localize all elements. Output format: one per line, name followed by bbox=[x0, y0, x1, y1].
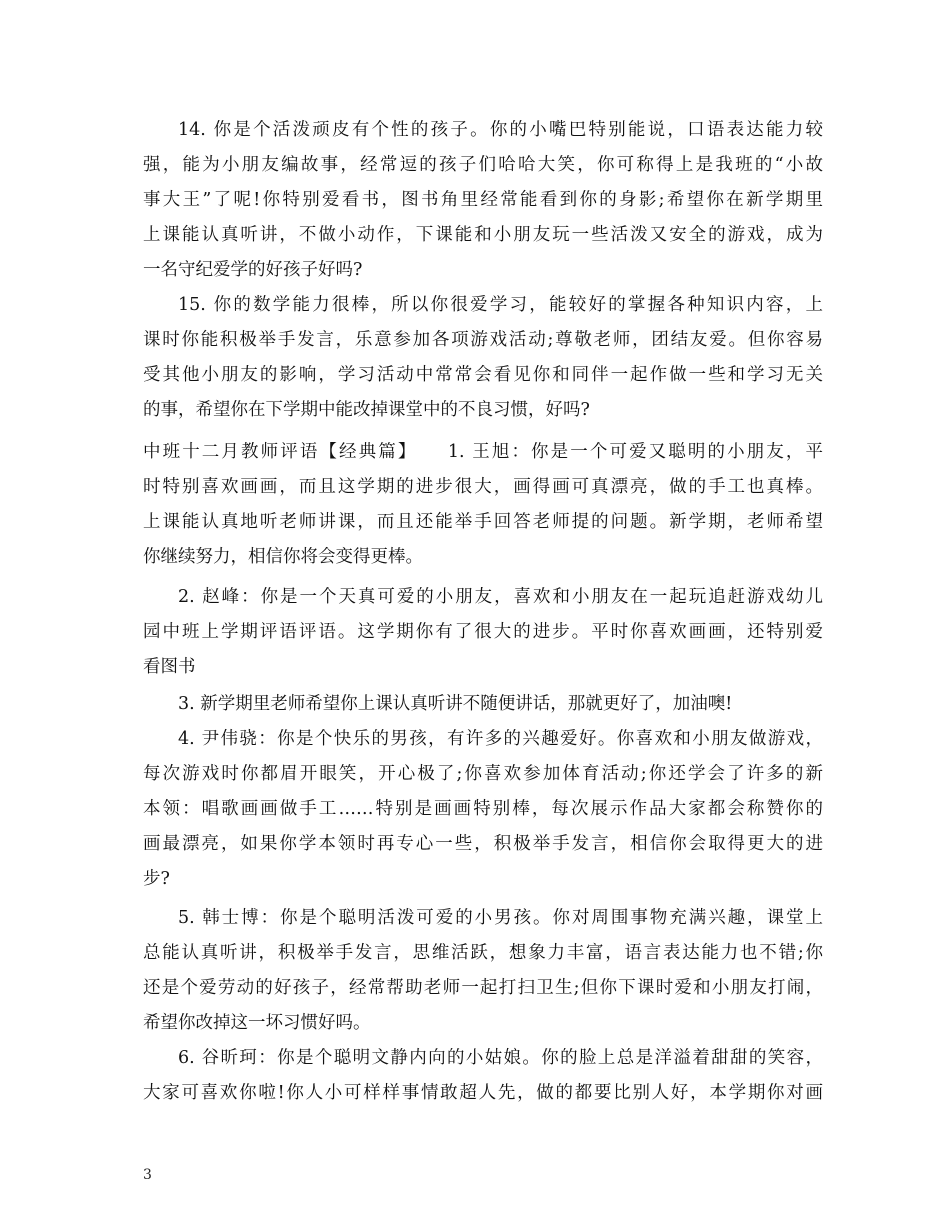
section-heading-line: 中班十二月教师评语【经典篇】 1. 王旭：你是一个可爱又聪明的小朋友，平 bbox=[143, 442, 823, 462]
paragraph-14-line-2: 强，能为小朋友编故事，经常逗的孩子们哈哈大笑，你可称得上是我班的“小故 bbox=[143, 155, 823, 175]
paragraph-14-line-1: 14. 你是个活泼顽皮有个性的孩子。你的小嘴巴特别能说，口语表达能力较 bbox=[178, 120, 823, 140]
paragraph-15-line-1: 15. 你的数学能力很棒，所以你很爱学习，能较好的掌握各种知识内容，上 bbox=[178, 295, 823, 315]
paragraph-1-line-4: 你继续努力，相信你将会变得更棒。 bbox=[143, 547, 423, 567]
paragraph-4-line-1: 4. 尹伟骁：你是个快乐的男孩，有许多的兴趣爱好。你喜欢和小朋友做游戏， bbox=[178, 729, 823, 749]
paragraph-2-line-1: 2. 赵峰：你是一个天真可爱的小朋友，喜欢和小朋友在一起玩追赶游戏幼儿 bbox=[178, 587, 823, 607]
page-number: 3 bbox=[143, 1167, 152, 1183]
paragraph-2-line-3: 看图书 bbox=[143, 657, 196, 677]
paragraph-14-line-3: 事大王”了呢!你特别爱看书，图书角里经常能看到你的身影;希望你在新学期里 bbox=[143, 190, 823, 210]
paragraph-4-line-2: 每次游戏时你都眉开眼笑，开心极了;你喜欢参加体育活动;你还学会了许多的新 bbox=[143, 764, 823, 784]
paragraph-15-line-2: 课时你能积极举手发言，乐意参加各项游戏活动;尊敬老师，团结友爱。但你容易 bbox=[143, 330, 823, 350]
paragraph-5-line-1: 5. 韩士博：你是个聪明活泼可爱的小男孩。你对周围事物充满兴趣，课堂上 bbox=[178, 908, 823, 928]
paragraph-5-line-3: 还是个爱劳动的好孩子，经常帮助老师一起打扫卫生;但你下课时爱和小朋友打闹， bbox=[143, 978, 823, 998]
paragraph-3-line-1: 3. 新学期里老师希望你上课认真听讲不随便讲话，那就更好了，加油噢! bbox=[178, 694, 733, 714]
paragraph-6-line-2: 大家可喜欢你啦!你人小可样样事情敢超人先，做的都要比别人好，本学期你对画 bbox=[143, 1083, 823, 1103]
paragraph-4-line-4: 画最漂亮，如果你学本领时再专心一些，积极举手发言，相信你会取得更大的进 bbox=[143, 834, 823, 854]
paragraph-1-line-2: 时特别喜欢画画，而且这学期的进步很大，画得画可真漂亮，做的手工也真棒。 bbox=[143, 477, 823, 497]
paragraph-2-line-2: 园中班上学期评语评语。这学期你有了很大的进步。平时你喜欢画画，还特别爱 bbox=[143, 622, 823, 642]
paragraph-4-line-3: 本领：唱歌画画做手工……特别是画画特别棒，每次展示作品大家都会称赞你的 bbox=[143, 799, 823, 819]
paragraph-14-line-5: 一名守纪爱学的好孩子好吗? bbox=[143, 260, 363, 280]
paragraph-14-line-4: 上课能认真听讲，不做小动作，下课能和小朋友玩一些活泼又安全的游戏，成为 bbox=[143, 225, 823, 245]
paragraph-15-line-4: 的事，希望你在下学期中能改掉课堂中的不良习惯，好吗? bbox=[143, 400, 590, 420]
paragraph-4-line-5: 步? bbox=[143, 869, 170, 889]
paragraph-5-line-4: 希望你改掉这一坏习惯好吗。 bbox=[143, 1013, 371, 1033]
paragraph-15-line-3: 受其他小朋友的影响，学习活动中常常会看见你和同伴一起作做一些和学习无关 bbox=[143, 365, 823, 385]
paragraph-1-line-3: 上课能认真地听老师讲课，而且还能举手回答老师提的问题。新学期，老师希望 bbox=[143, 512, 823, 532]
paragraph-5-line-2: 总能认真听讲，积极举手发言，思维活跃，想象力丰富，语言表达能力也不错;你 bbox=[143, 943, 823, 963]
paragraph-6-line-1: 6. 谷昕珂：你是个聪明文静内向的小姑娘。你的脸上总是洋溢着甜甜的笑容， bbox=[178, 1048, 823, 1068]
